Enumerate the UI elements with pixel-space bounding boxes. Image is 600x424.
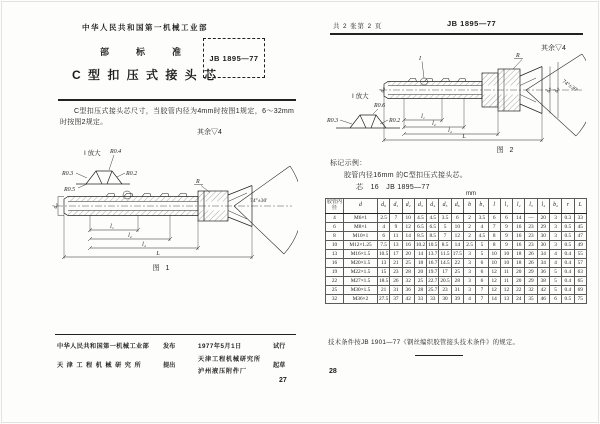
fig2-detail-label: I 放大 [352,93,369,100]
column-header: d₃ [414,199,426,214]
table-cell: 6 [378,231,390,240]
fig1-dim-l4: l₄ [142,242,146,248]
fig1-dim-l1: l₁ [110,224,114,230]
column-header: b [463,199,475,214]
table-cell: 0.4 [562,286,574,295]
footer-rule [55,334,296,335]
table-cell: 19.7 [428,268,438,275]
table-cell: 10 [500,258,512,267]
table-cell: 4.5 [427,213,439,222]
table-cell: 0.5 [562,295,574,304]
table-cell: 6 [488,213,500,222]
fig1-radius-right: R0.2 [126,171,138,177]
table-cell: 11 [500,277,512,286]
table-cell: M16×1.5 [344,249,378,258]
table-cell: 14 [414,249,426,258]
table-cell: 34 [537,249,549,258]
dimension-table [325,198,587,304]
table-cell: 23 [525,231,537,240]
table-cell: 9 [500,222,512,231]
right-page-number: 28 [329,368,337,375]
table-cell: 27.5 [379,296,389,303]
table-cell: M30×1.5 [344,286,378,295]
page-title: C 型 扣 压 式 接 头 芯 [71,68,218,82]
fig1-detail-label: I 放大 [84,150,101,157]
table-cell: 30 [537,231,549,240]
table-cell: 2 [463,213,475,222]
table-cell: 5 [549,267,561,276]
column-header: L [574,199,587,214]
fig1-r-label: R [196,179,200,185]
figure-1-caption: 图 1 [152,265,172,272]
table-cell: 0.4 [562,277,574,286]
fig2-dim-L: L [462,134,466,140]
table-cell: M6×1 [344,213,378,222]
table-cell: 9 [500,240,512,249]
table-row [326,231,587,240]
table-cell: 7 [476,286,488,295]
table-row [326,277,587,286]
table-cell: 4.5 [476,231,488,240]
table-cell: 23 [439,286,451,295]
table-cell: 6 [476,258,488,267]
figure-2-detail [326,86,410,148]
fig1-cone-angle: 74°±30′ [250,198,268,204]
surface-finish-note: 其余▽4 [197,129,222,136]
table-cell: 18.5 [379,278,389,285]
table-cell: 29 [525,277,537,286]
table-cell: 57 [574,258,587,267]
table-cell: 7 [439,231,451,240]
table-cell: 4.5 [414,213,426,222]
table-cell: 16 [513,231,525,240]
table-cell: 10 [488,249,500,258]
figure-1-body [53,166,298,259]
table-cell: 30 [537,240,549,249]
table-cell: 0.5 [562,240,574,249]
table-cell: 12 [488,277,500,286]
table-cell: 16 [513,240,525,249]
table-cell: 12 [402,222,414,231]
footer-publisher: 中华人民共和国第一机械工业部 [57,343,150,350]
table-cell: 17 [439,267,451,276]
table-cell: 47 [574,231,587,240]
table-cell: 10 [500,249,512,258]
table-cell: 24 [513,295,525,304]
table-cell: 0.4 [562,258,574,267]
table-row [326,222,587,231]
table-cell: 10.5 [379,250,389,257]
left-page-number: 27 [279,377,287,384]
table-cell: 12 [488,267,500,276]
table-cell: 4 [378,222,390,231]
table-cell: 5 [549,277,561,286]
fig1-radius-top: R0.4 [110,149,122,155]
table-cell: 6.5 [414,222,426,231]
table-cell: 23 [525,222,537,231]
table-cell: 14 [488,295,500,304]
table-cell: 12 [451,231,463,240]
table-cell: 0.5 [562,222,574,231]
table-cell: 25.7 [428,287,438,294]
table-cell: 5 [439,222,451,231]
table-cell: M12×1.25 [344,240,378,249]
table-cell: 21 [378,286,390,295]
table-cell: 3 [463,267,475,276]
table-cell: 22 [326,277,344,286]
footer-propose-label: 提出 [163,362,176,369]
footer-publish-label: 发布 [163,343,176,350]
table-cell: 8 [488,231,500,240]
fig2-radius-top: R0.6 [374,103,386,109]
table-cell: 37 [390,295,402,304]
table-cell: 7 [476,295,488,304]
fig2-d6-label: d₆ [554,87,560,93]
fig2-radius-right: R0.2 [389,118,401,124]
table-cell: 23 [390,267,402,276]
fig2-dim-l1: l₁ [421,114,425,120]
table-cell: 6 [476,267,488,276]
table-cell: 2.5 [463,240,475,249]
table-cell: 33 [414,295,426,304]
left-page [28,6,300,418]
table-row [326,213,587,222]
table-cell: 2 [463,231,475,240]
fig1-dim-L: L [156,251,160,257]
table-cell: 39 [451,295,463,304]
table-cell: 12 [488,286,500,295]
table-cell: 3 [549,222,561,231]
table-cell: 29 [537,222,549,231]
table-cell: 8.5 [414,231,426,240]
table-cell: 4 [549,249,561,258]
sheet-info: 共 2 张第 2 页 [333,23,383,30]
fig2-cone-angle: 74°±30′ [560,78,579,94]
column-header: d₁ [390,199,402,214]
table-cell: 10.5 [428,241,438,248]
fig1-dim-l2: l₂ [128,233,132,239]
table-cell: 69 [574,286,587,295]
table-cell: M36×2 [344,295,378,304]
table-cell: 16 [402,240,414,249]
table-cell: 46 [537,295,549,304]
table-cell: 14 [513,213,525,222]
table-cell: 4 [326,213,344,222]
table-cell: 8.5 [439,240,451,249]
footer-draft-label: 起草 [273,362,286,369]
table-cell: 20 [537,213,549,222]
table-cell: 13.7 [428,250,438,257]
table-cell: 8 [488,240,500,249]
table-cell: 10.2 [415,241,426,248]
table-cell: 32 [525,286,537,295]
table-cell: 3 [463,277,475,286]
table-cell: 20 [513,277,525,286]
column-header: b₁ [476,199,488,214]
column-header: d [344,199,378,214]
table-cell: 10 [326,240,344,249]
table-row [326,286,587,295]
fig2-i-label: I [419,56,421,62]
table-cell: 75 [574,295,587,304]
table-cell: 25 [451,267,463,276]
column-header: l₃ [525,199,537,214]
standard-type: 部 标 准 [99,47,190,57]
figure-2-body [380,53,586,142]
table-cell: 7 [488,222,500,231]
column-header: l [488,199,500,214]
column-header: r [562,199,574,214]
right-header-rule [330,33,583,35]
table-cell: 25 [402,258,414,267]
table-cell: M10×1 [344,231,378,240]
table-cell: 34 [537,258,549,267]
table-cell: 31 [390,286,402,295]
table-row [326,240,587,249]
table-unit-label: mm [466,191,476,197]
footer-proposer: 天津工程机械研究所 [57,362,145,369]
table-cell: 3.5 [439,213,451,222]
right-page [300,6,595,418]
table-cell: 7.5 [378,240,390,249]
table-cell: 3.5 [476,213,488,222]
table-cell: 14 [402,231,414,240]
table-cell: 18 [513,249,525,258]
table-cell: 26 [525,258,537,267]
fig1-radius-left: R0.3 [62,171,74,177]
table-cell: 32 [402,277,414,286]
table-cell: 28 [451,277,463,286]
table-cell: 6 [476,277,488,286]
table-cell: 16 [326,258,344,267]
table-cell: 55 [574,249,587,258]
table-cell: 20 [402,249,414,258]
table-cell: 14.5 [440,259,450,266]
table-cell: 5 [476,240,488,249]
table-cell: 33 [574,213,587,222]
table-cell: 4 [463,295,475,304]
table-cell: 18 [414,258,426,267]
table-cell: M20×1.5 [344,258,378,267]
table-cell: 9 [390,222,402,231]
figure-1-drawing [50,142,298,272]
surface-finish-note-right: 其余▽4 [541,45,566,52]
table-cell: 23 [525,240,537,249]
table-cell: 28 [414,286,426,295]
table-cell: 32 [326,295,344,304]
column-header: 胶管内径 [326,199,344,214]
table-cell: 19 [326,267,344,276]
table-cell: 11 [390,231,402,240]
table-cell: 38 [537,277,549,286]
fig2-d5-label: d₅ [546,87,552,93]
standard-number: JB 1895—77 [209,53,259,63]
table-cell: 0.4 [562,267,574,276]
column-header: d₆ [451,199,463,214]
table-cell: 25 [326,286,344,295]
fig2-d0-label: d₀ [380,87,386,93]
table-cell: 8 [326,231,344,240]
table-cell: 42 [402,295,414,304]
column-header: b₂ [549,199,561,214]
table-cell: 45 [574,222,587,231]
table-cell: 4 [549,258,561,267]
table-cell: 3 [463,286,475,295]
table-cell: 63 [574,267,587,276]
fig1-d-label: d₀ [53,203,59,209]
fig1-radius-bottom: R0.5 [64,187,76,193]
table-cell: 22.7 [428,278,438,285]
table-cell: 6 [451,213,463,222]
table-cell: — [525,213,537,222]
table-cell: 3 [463,249,475,258]
fig2-dim-l2: l₂ [432,121,436,127]
table-cell: 13 [378,258,390,267]
table-cell: 5 [549,286,561,295]
header-rule [58,99,296,101]
table-cell: 22 [513,286,525,295]
table-cell: 3 [549,213,561,222]
figure-1-detail [61,148,137,193]
table-header-row [326,199,587,214]
table-cell: 13 [390,240,402,249]
table-cell: 28 [402,267,414,276]
table-cell: 2 [463,222,475,231]
table-cell: 26 [390,277,402,286]
table-cell: 6 [500,213,512,222]
table-cell: 6 [326,222,344,231]
column-header: d₅ [439,199,451,214]
table-cell: 13 [500,295,512,304]
column-header: l₁ [500,199,512,214]
table-cell: 25 [414,277,426,286]
table-cell: M8×1 [344,222,378,231]
table-cell: 29 [525,267,537,276]
table-cell: 17.5 [452,250,462,257]
table-cell: 20 [513,267,525,276]
fig2-r-label: R [516,53,520,59]
table-cell: 49 [574,240,587,249]
marking-example-label: 标记示例： [330,160,367,167]
table-cell: 10 [488,258,500,267]
table-cell: 20 [414,267,426,276]
table-cell: 42 [537,286,549,295]
table-cell: 31 [451,286,463,295]
table-cell: 11.5 [440,250,450,257]
table-cell: 20.5 [440,278,450,285]
table-row [326,249,587,258]
table-cell: 7 [390,213,402,222]
table-cell: 9 [500,231,512,240]
table-row [326,267,587,276]
table-cell: 35 [525,295,537,304]
issuing-org: 中华人民共和国第一机械工业部 [82,23,208,32]
table-cell: 3 [549,240,561,249]
figure-2-caption: 图 2 [496,147,516,154]
table-cell: 36 [402,286,414,295]
table-cell: 30 [439,295,451,304]
table-row [326,295,587,304]
table-cell: 14 [451,240,463,249]
table-cell: 5 [476,249,488,258]
technical-note: 技术条件按JB 1901—77《钢丝编织胶管接头技术条件》的规定。 [328,339,520,346]
table-cell: 11 [500,267,512,276]
footer-trial-label: 试行 [273,343,286,350]
table-cell: 6.5 [427,222,439,231]
table-cell: 18 [513,258,525,267]
table-cell: 4 [476,222,488,231]
table-cell: 26 [525,249,537,258]
table-cell: 3 [549,231,561,240]
footer-drafter-2: 泸州液压附件厂 [198,368,247,375]
footer-trial-date: 1977年5月1日 [198,343,242,350]
table-cell: 13 [326,249,344,258]
column-header: d₄ [427,199,439,214]
table-cell: 2.5 [378,213,390,222]
marking-example-line1: 胶管内径16mm 的C型扣压式接头芯。 [344,172,468,179]
column-header: l₄ [537,199,549,214]
column-header: d₀ [378,199,390,214]
table-cell: 65 [574,277,587,286]
header-standard-number: JB 1895—77 [447,19,497,28]
marking-example-line2: 芯 16 JB 1895—77 [356,184,430,191]
end-rule [415,355,463,356]
table-cell: 33 [427,295,439,304]
table-cell: 15 [378,267,390,276]
table-cell: 16 [513,222,525,231]
table-row [326,258,587,267]
column-header: l₂ [513,199,525,214]
table-cell: 22 [451,258,463,267]
table-cell: 3 [463,258,475,267]
table-cell: 36 [537,267,549,276]
table-cell: M27×1.5 [344,277,378,286]
standard-number-box [203,38,265,78]
table-cell: 10 [402,213,414,222]
table-cell: 8.5 [427,231,439,240]
table-cell: 21 [390,258,402,267]
table-cell: 0.5 [562,231,574,240]
intro-paragraph: C型扣压式接头芯尺寸，当胶管内径为4mm时按图1规定，6～32mm时按图2规定。 [60,108,294,126]
table-cell: 6 [549,295,561,304]
table-cell: 10 [451,222,463,231]
table-cell: 0.4 [562,249,574,258]
table-cell: 0.3 [562,213,574,222]
table-cell: 12 [500,286,512,295]
fig2-radius-left: R0.3 [327,118,339,124]
column-header: d₂ [402,199,414,214]
footer-drafter-1: 天津工程机械研究所 [198,356,261,363]
table-cell: 17 [390,249,402,258]
table-cell: M22×1.5 [344,267,378,276]
table-cell: 16.7 [428,259,438,266]
fig2-dim-l4: l₄ [448,128,452,134]
